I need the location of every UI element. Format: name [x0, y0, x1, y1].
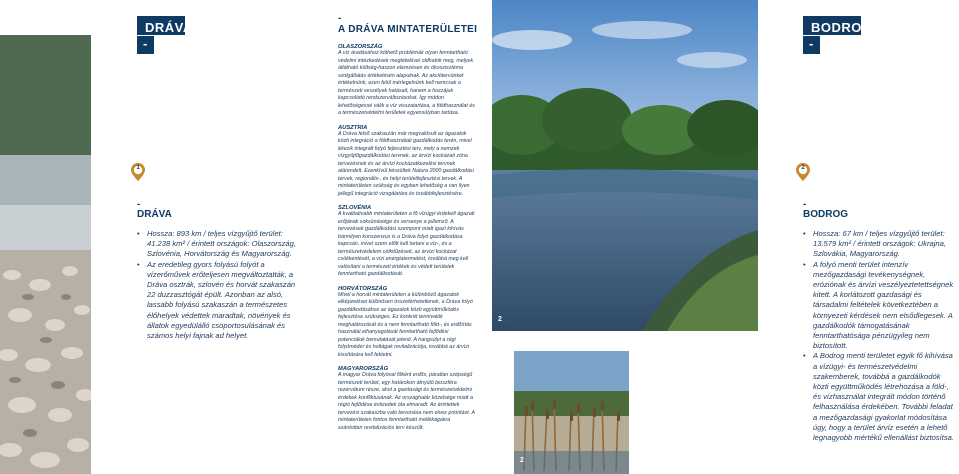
section-title-hungary: MAGYARORSZÁG — [338, 366, 389, 372]
section-title-croatia: HORVÁTORSZÁG — [338, 285, 388, 292]
bodrog-tab-title-text: BODROG — [811, 20, 873, 35]
section-title-slovenia: SZLOVÉNIA — [338, 205, 372, 211]
bodrog-river-photo — [492, 0, 758, 331]
section-body-hungary: A magyar Dráva folyóval főként erdős, páratlan szépségű természeti terület, egy határokon átnyúló bioszféra rezervátum része, ahol a gazdasági és természetvédelmi érdekek konfliktusának. Az országhatár közelsége miatt a régió fejlődése évtizedek óta elmaradt. Az érintettek tervezési szakaszba való bevonása nem elvez prioritást. A mintaterületen fontos fenntartható mellékágakra szántottan revitalizációs terv készült. — [338, 372, 475, 431]
drava-tab-title — [137, 16, 193, 35]
photo-number-top: 2 — [498, 316, 502, 323]
section-body-slovenia: A kvalitatívabb mintaterületen a fő vízügyi érdekelt ágazati erőjának soksúnásiége és versenye a jellemző. A tervezések gazdálkodási szempont miatt igazi kihívás bármilyen konszenzus is a Dráva folyó gazdálkodása kapcsán, mivel szem előtt kell tartani a víz-, és a természetvédelem célkitűzéseit, az árvízi kockázat csökkentését, a vízi energiatermelést, továbbá meg kell valósítani a természeti értékek és védett területek fenntartható gazdálkodását. — [338, 211, 475, 277]
bodrog-heading: BODROG — [803, 209, 848, 220]
bodrog-tab-dash: - — [803, 36, 820, 54]
drava-heading-dash: - — [137, 199, 141, 210]
center-title-dash: - — [338, 13, 342, 24]
bodrog-heading-dash: - — [803, 199, 807, 210]
photo-number-bottom: 2 — [520, 457, 524, 464]
drava-location-pin — [131, 163, 145, 186]
drava-facts-list — [137, 229, 300, 341]
center-title: A DRÁVA MINTATERÜLETEI — [338, 24, 478, 35]
drava-fact-item: • Hossza: 893 km / teljes vízgyűjtő terület: 41.238 km² / érintett országok: Olaszország, Szlovénia, Horvátország és Magyarország. — [137, 229, 300, 260]
section-body-croatia: Mivel a horvát mintaterületen a különböző ágazatok elképzelései különösen összeférhetetlenek, a Dráva folyó gazdálkodásához az ágazatok közti együttműködés fejlesztése szükséges. Ez konkrét tennivalók meghatározását és a nem fenntartható föld-, és erdőírtás használat elhanyagolását fenntartható fejlődési potenciálok bemutatását jelenti. A hangsúlyt a régi folyóméder és holtágak revitalizációja, továbbá az árvízi kissítására kell fektetni. — [338, 291, 473, 358]
drava-fact-item: • Az eredetileg gyors folyású folyót a vízerőművek erőteljesen megváltoztatták, a Dráva osztrák, szlovén és horvát szakaszán 22 duzzasztógát épült. Azonban az alsó, lassabb folyású szakaszán a természetes élőhelyek védettek maradtak, növények és állatok egyedülálló csoportosulásának és számos helyi fajnak ad helyet. — [137, 260, 300, 342]
drava-river-stones-photo — [0, 35, 91, 474]
pilot-areas-text — [338, 37, 476, 432]
bodrog-fact-item: • Hossza: 67 km / teljes vízgyűjtő terület: 13.579 km² / érintett országok: Ukrajna, Szlovákia, Magyarország. — [803, 229, 957, 260]
section-body-italy: A víz áradásához köthető problémák olyan fenntartható védelmi intézkedések megtételével oldhatók meg, melyek átlátható költség-haszon elemzésen és ökoszisztéma szolgáltatás értékelésén alapulnak. Az akciótervünket értékelnünk, ezen felül mérlegelnünk kell nemcsak a természeti veszélyek hatásait, hanem a hozzájuk kapcsolódó rendszerváltozásokat. Így módon lehetőségessé válik a víz visszatartása, a földhasználat és a természetvédelmi területek egyensúlyban tartása. — [338, 50, 475, 116]
section-title-austria: AUSZTRIA — [338, 124, 368, 131]
section-title-italy: OLASZORSZÁG — [338, 44, 383, 50]
drava-pin-number: 1 — [136, 165, 140, 171]
drava-tab-title-text: DRÁVA — [145, 20, 193, 35]
bodrog-fact-item: • A folyó menti terület intenzív mezőgazdasági tevékenységnek, eróziónak és árvízi veszélyeztetettségnek kitett. A korlátozott gazdasági és társadalmi feltételek következtében a környezeti kérdések nem elsődlegesek. A gazdálkodók támogatásának fenntarthatósága pénzügyileg nem biztosított. — [803, 260, 957, 352]
drava-heading: DRÁVA — [137, 209, 172, 220]
section-body-austria: A Dráva felső szakaszán már megvalósult az ágazatok közti integráció a földhasználati gazdálkodás terén, mivel létezik integrált folyó fejlesztési terv, mely a nemzeti vízgyűjtőgazdálkodási tervnek, az árvízi kockázati zóna tervezésnek és az árvízi kockázatkezelési tervnek alárendelt. Ezenkívül készültek Natura 2000 gazdálkodási tervek, regionális-, és helyi területfejlesztési tervek. A mintaterületen szükség és egyben lehetőség a van ilyen jellegű integráció vizsgálatára és továbbfejlesztésére. — [338, 130, 474, 197]
drava-tab-dash: - — [137, 36, 154, 54]
bodrog-fact-item: • A Bodrog menti területet egyik fő kihívása a vízügyi- és természetvédelmi szakemberek, továbbá a gazdálkodók közti együttműködés létrehozása a föld-, és vízhasználat integrált módon történő felhasználása érdekében. További feladat a mezőgazdasági gyakorlat módosítása úgy, hogy a terület árvíz esetén a lehető legnagyobb mértékű ellenállást biztosítsa. — [803, 351, 957, 443]
bodrog-tab-title — [803, 16, 873, 35]
bodrog-pin-number: 2 — [801, 165, 805, 171]
bodrog-location-pin — [796, 163, 810, 186]
bodrog-reeds-photo — [514, 351, 629, 474]
bodrog-facts-list — [803, 229, 957, 443]
